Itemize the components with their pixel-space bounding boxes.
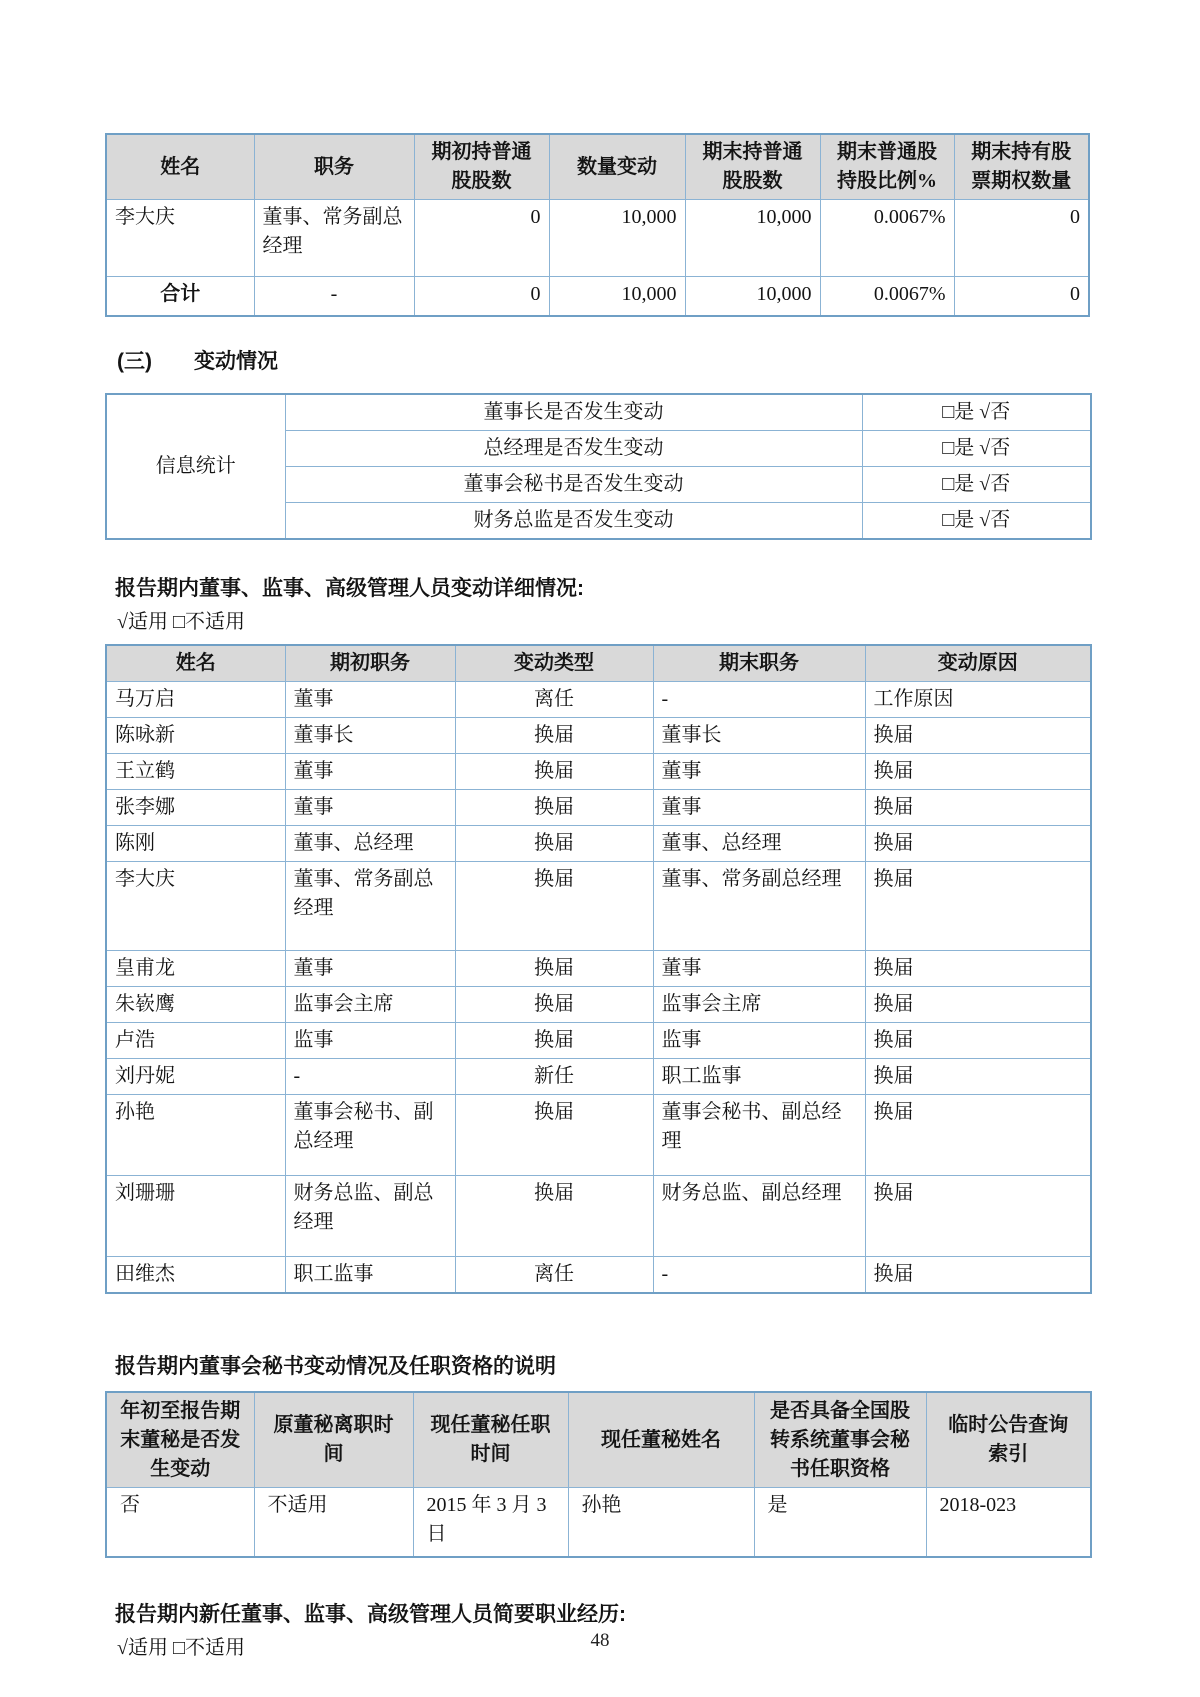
cell-name: 张李娜 [106, 790, 285, 826]
column-header: 数量变动 [549, 134, 685, 200]
cell-reason: 换届 [865, 1059, 1091, 1095]
cell-begin-title: 董事、总经理 [285, 826, 455, 862]
cell-former-leave-date: 不适用 [254, 1488, 413, 1558]
column-header: 变动原因 [865, 645, 1091, 682]
table-total-row [106, 277, 1089, 317]
cell-name: 马万启 [106, 682, 285, 718]
table-row [106, 951, 1091, 987]
column-header: 姓名 [106, 645, 285, 682]
detail-section-title: 报告期内董事、监事、高级管理人员变动详细情况: [115, 577, 584, 600]
applicability-line: √适用 □不适用 [117, 611, 246, 633]
cell-title: - [254, 277, 414, 317]
table-row [106, 1095, 1091, 1176]
column-header: 职务 [254, 134, 414, 200]
column-header: 临时公告查询索引 [926, 1392, 1091, 1488]
applicability-line: √适用 □不适用 [117, 1637, 246, 1659]
secretary-section-title: 报告期内董事会秘书变动情况及任职资格的说明 [115, 1355, 556, 1378]
cell-begin-title: 董事 [285, 790, 455, 826]
column-header: 期末持有股票期权数量 [954, 134, 1089, 200]
cell-name: 陈刚 [106, 826, 285, 862]
cell-reason: 换届 [865, 754, 1091, 790]
table-row [106, 718, 1091, 754]
table-row [106, 1257, 1091, 1294]
cell-name: 陈咏新 [106, 718, 285, 754]
section-title: 变动情况 [194, 350, 278, 373]
column-header: 姓名 [106, 134, 254, 200]
cell-begin-title: 董事 [285, 682, 455, 718]
table-row [106, 1176, 1091, 1257]
cell-reason: 换届 [865, 1257, 1091, 1294]
table-row [106, 826, 1091, 862]
table-row [106, 1488, 1091, 1558]
cell-answer: □是 √否 [862, 394, 1091, 431]
cell-change-type: 换届 [455, 862, 653, 951]
section-heading [117, 349, 1095, 375]
column-header: 期初持普通股股数 [414, 134, 549, 200]
cell-ratio: 0.0067% [820, 200, 954, 277]
cell-name: 皇甫龙 [106, 951, 285, 987]
cell-name: 田维杰 [106, 1257, 285, 1294]
cell-reason: 换届 [865, 862, 1091, 951]
cell-end-title: 监事会主席 [653, 987, 865, 1023]
cell-reason: 工作原因 [865, 682, 1091, 718]
cell-total-label: 合计 [106, 277, 254, 317]
cell-change: 10,000 [549, 277, 685, 317]
cell-begin-title: 职工监事 [285, 1257, 455, 1294]
cell-change-type: 新任 [455, 1059, 653, 1095]
cell-end-title: - [653, 682, 865, 718]
cell-begin-title: 监事 [285, 1023, 455, 1059]
page-number: 48 [590, 1630, 610, 1651]
cell-answer: □是 √否 [862, 467, 1091, 503]
cell-end-title: 董事 [653, 790, 865, 826]
column-header: 现任董秘任职时间 [413, 1392, 568, 1488]
cell-name: 王立鹤 [106, 754, 285, 790]
table-row [106, 862, 1091, 951]
column-header: 期末持普通股股数 [685, 134, 820, 200]
table-row [106, 754, 1091, 790]
cell-question: 财务总监是否发生变动 [285, 503, 862, 540]
cell-question: 总经理是否发生变动 [285, 431, 862, 467]
holdings-table [105, 133, 1090, 317]
column-header: 是否具备全国股转系统董事会秘书任职资格 [754, 1392, 926, 1488]
cell-end-title: 董事 [653, 951, 865, 987]
cell-begin-title: - [285, 1059, 455, 1095]
cell-change-type: 换届 [455, 1023, 653, 1059]
new-appointee-section-title: 报告期内新任董事、监事、高级管理人员简要职业经历: [115, 1603, 626, 1626]
column-header: 原董秘离职时间 [254, 1392, 413, 1488]
table-header-row [106, 645, 1091, 682]
table-row [106, 987, 1091, 1023]
cell-begin-title: 董事 [285, 951, 455, 987]
cell-begin-shares: 0 [414, 277, 549, 317]
cell-end-title: 监事 [653, 1023, 865, 1059]
cell-change-type: 换届 [455, 987, 653, 1023]
cell-name: 孙艳 [106, 1095, 285, 1176]
column-header: 现任董秘姓名 [568, 1392, 754, 1488]
cell-end-title: 董事会秘书、副总经理 [653, 1095, 865, 1176]
cell-end-title: 董事、常务副总经理 [653, 862, 865, 951]
cell-reason: 换届 [865, 1023, 1091, 1059]
cell-name: 朱嵚鹰 [106, 987, 285, 1023]
table-row [106, 1023, 1091, 1059]
cell-change-type: 换届 [455, 951, 653, 987]
cell-announcement-index: 2018-023 [926, 1488, 1091, 1558]
cell-options: 0 [954, 277, 1089, 317]
cell-change-type: 换届 [455, 1095, 653, 1176]
table-header-row [106, 134, 1089, 200]
cell-name: 刘珊珊 [106, 1176, 285, 1257]
cell-reason: 换届 [865, 826, 1091, 862]
cell-reason: 换届 [865, 987, 1091, 1023]
cell-current-start-date: 2015 年 3 月 3 日 [413, 1488, 568, 1558]
secretary-table [105, 1391, 1092, 1558]
cell-end-title: 董事、总经理 [653, 826, 865, 862]
cell-begin-title: 董事 [285, 754, 455, 790]
column-header: 期末职务 [653, 645, 865, 682]
cell-reason: 换届 [865, 951, 1091, 987]
cell-changed: 否 [106, 1488, 254, 1558]
table-row [106, 790, 1091, 826]
cell-change-type: 换届 [455, 826, 653, 862]
cell-end-title: 职工监事 [653, 1059, 865, 1095]
cell-change-type: 离任 [455, 1257, 653, 1294]
cell-reason: 换届 [865, 790, 1091, 826]
cell-change-type: 换届 [455, 718, 653, 754]
cell-change-type: 换届 [455, 1176, 653, 1257]
section-number: (三) [117, 350, 152, 373]
cell-begin-title: 董事、常务副总经理 [285, 862, 455, 951]
cell-title: 董事、常务副总经理 [254, 200, 414, 277]
table-row [106, 1059, 1091, 1095]
info-statistics-table [105, 393, 1092, 540]
cell-begin-title: 监事会主席 [285, 987, 455, 1023]
column-header: 年初至报告期末董秘是否发生变动 [106, 1392, 254, 1488]
cell-reason: 换届 [865, 718, 1091, 754]
table-row [106, 394, 1091, 431]
column-header: 期初职务 [285, 645, 455, 682]
cell-answer: □是 √否 [862, 503, 1091, 540]
cell-reason: 换届 [865, 1095, 1091, 1176]
personnel-changes-table [105, 644, 1092, 1294]
cell-end-shares: 10,000 [685, 200, 820, 277]
cell-name: 李大庆 [106, 200, 254, 277]
cell-change-type: 换届 [455, 754, 653, 790]
cell-change-type: 换届 [455, 790, 653, 826]
column-header: 期末普通股持股比例% [820, 134, 954, 200]
cell-reason: 换届 [865, 1176, 1091, 1257]
table-row [106, 682, 1091, 718]
cell-name: 卢浩 [106, 1023, 285, 1059]
cell-end-shares: 10,000 [685, 277, 820, 317]
table-row [106, 200, 1089, 277]
cell-name: 刘丹妮 [106, 1059, 285, 1095]
cell-begin-title: 董事长 [285, 718, 455, 754]
cell-options: 0 [954, 200, 1089, 277]
page-content [105, 133, 1095, 1661]
cell-end-title: - [653, 1257, 865, 1294]
cell-end-title: 董事 [653, 754, 865, 790]
cell-name: 李大庆 [106, 862, 285, 951]
cell-end-title: 财务总监、副总经理 [653, 1176, 865, 1257]
cell-begin-title: 董事会秘书、副总经理 [285, 1095, 455, 1176]
cell-change: 10,000 [549, 200, 685, 277]
cell-current-name: 孙艳 [568, 1488, 754, 1558]
cell-answer: □是 √否 [862, 431, 1091, 467]
cell-qualified: 是 [754, 1488, 926, 1558]
info-statistics-label: 信息统计 [106, 394, 285, 539]
cell-begin-title: 财务总监、副总经理 [285, 1176, 455, 1257]
table-header-row [106, 1392, 1091, 1488]
cell-question: 董事长是否发生变动 [285, 394, 862, 431]
column-header: 变动类型 [455, 645, 653, 682]
cell-ratio: 0.0067% [820, 277, 954, 317]
cell-begin-shares: 0 [414, 200, 549, 277]
cell-question: 董事会秘书是否发生变动 [285, 467, 862, 503]
cell-end-title: 董事长 [653, 718, 865, 754]
cell-change-type: 离任 [455, 682, 653, 718]
